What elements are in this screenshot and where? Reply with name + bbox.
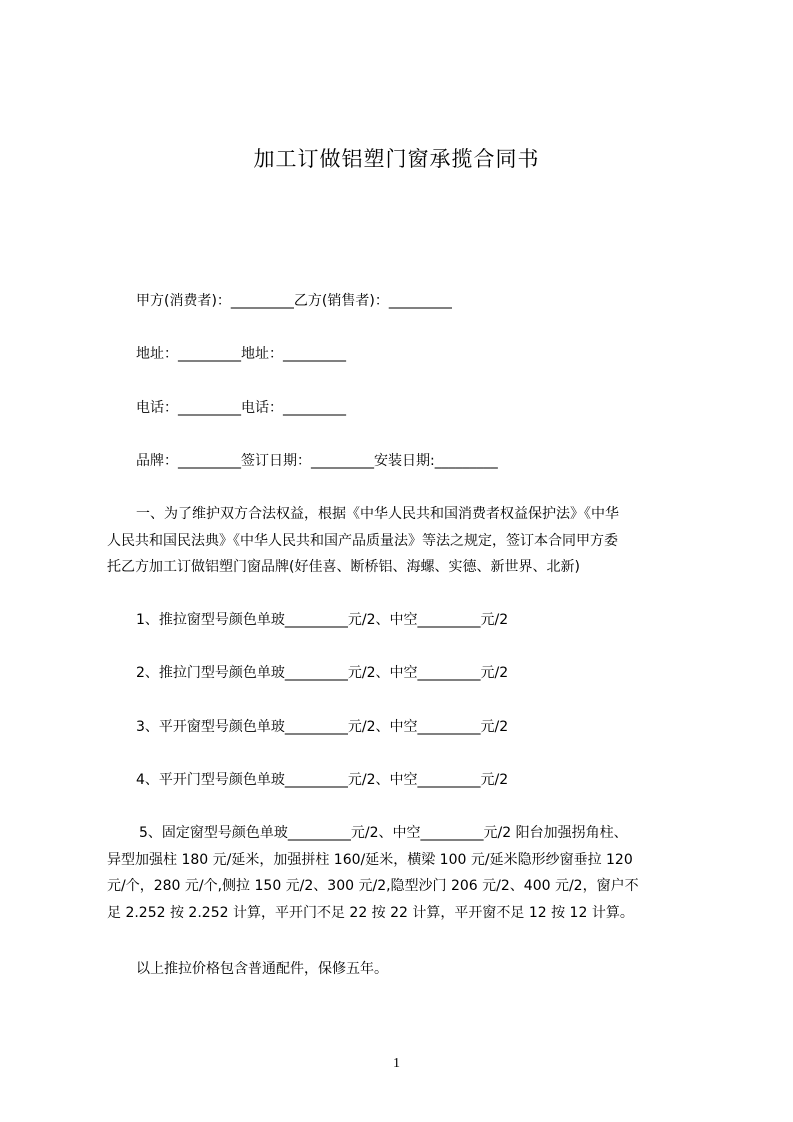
clause-one-line: 一、为了维护双方合法权益，根据《中华人民共和国消费者权益保护法》《中华 — [136, 506, 619, 522]
clause-one-line: 人民共和国民法典》《中华人民共和国产品质量法》等法之规定，签订本合同甲方委 — [107, 532, 618, 549]
item-five-line: 足 2.252 按 2.252 计算，平开门不足 22 按 22 计算，平开窗不足 12 按 12 计算。 — [107, 904, 634, 921]
clause-one-line: 托乙方加工订做铝塑门窗品牌(好佳喜、断桥铝、海螺、实德、新世界、北新) — [107, 559, 580, 575]
price-item: 4、平开门型号颜色单玻_________元/2、中空_________元/2 — [136, 772, 509, 788]
warranty-line: 以上推拉价格包含普通配件，保修五年。 — [136, 961, 388, 977]
price-item: 1、推拉窗型号颜色单玻_________元/2、中空_________元/2 — [136, 612, 509, 628]
phone-line: 电话：_________电话：_________ — [136, 400, 346, 416]
price-item-five — [107, 820, 697, 926]
item-five-line: 5、固定窗型号颜色单玻_________元/2、中空_________元/2 阳台加强拐角柱、 — [139, 825, 628, 841]
item-five-line: 异型加强柱 180 元/延米，加强拼柱 160/延米，横梁 100 元/延米隐形纱窗垂拉 120 — [107, 851, 633, 868]
document-title: 加工订做铝塑门窗承揽合同书 — [253, 147, 540, 171]
address-line: 地址：_________地址：_________ — [136, 346, 346, 362]
price-item: 2、推拉门型号颜色单玻_________元/2、中空_________元/2 — [136, 665, 509, 681]
item-five-line: 元/个，280 元/个,侧拉 150 元/2、300 元/2,隐型沙门 206 元/2、400 元/2，窗户不 — [107, 878, 639, 894]
parties-line: 甲方(消费者)：_________乙方(销售者)：_________ — [136, 293, 452, 309]
brand-date-line: 品牌：_________签订日期：_________安装日期:_________ — [136, 453, 498, 469]
price-item: 3、平开窗型号颜色单玻_________元/2、中空_________元/2 — [136, 719, 509, 735]
page-number: 1 — [393, 1056, 400, 1071]
clause-one — [107, 501, 697, 581]
